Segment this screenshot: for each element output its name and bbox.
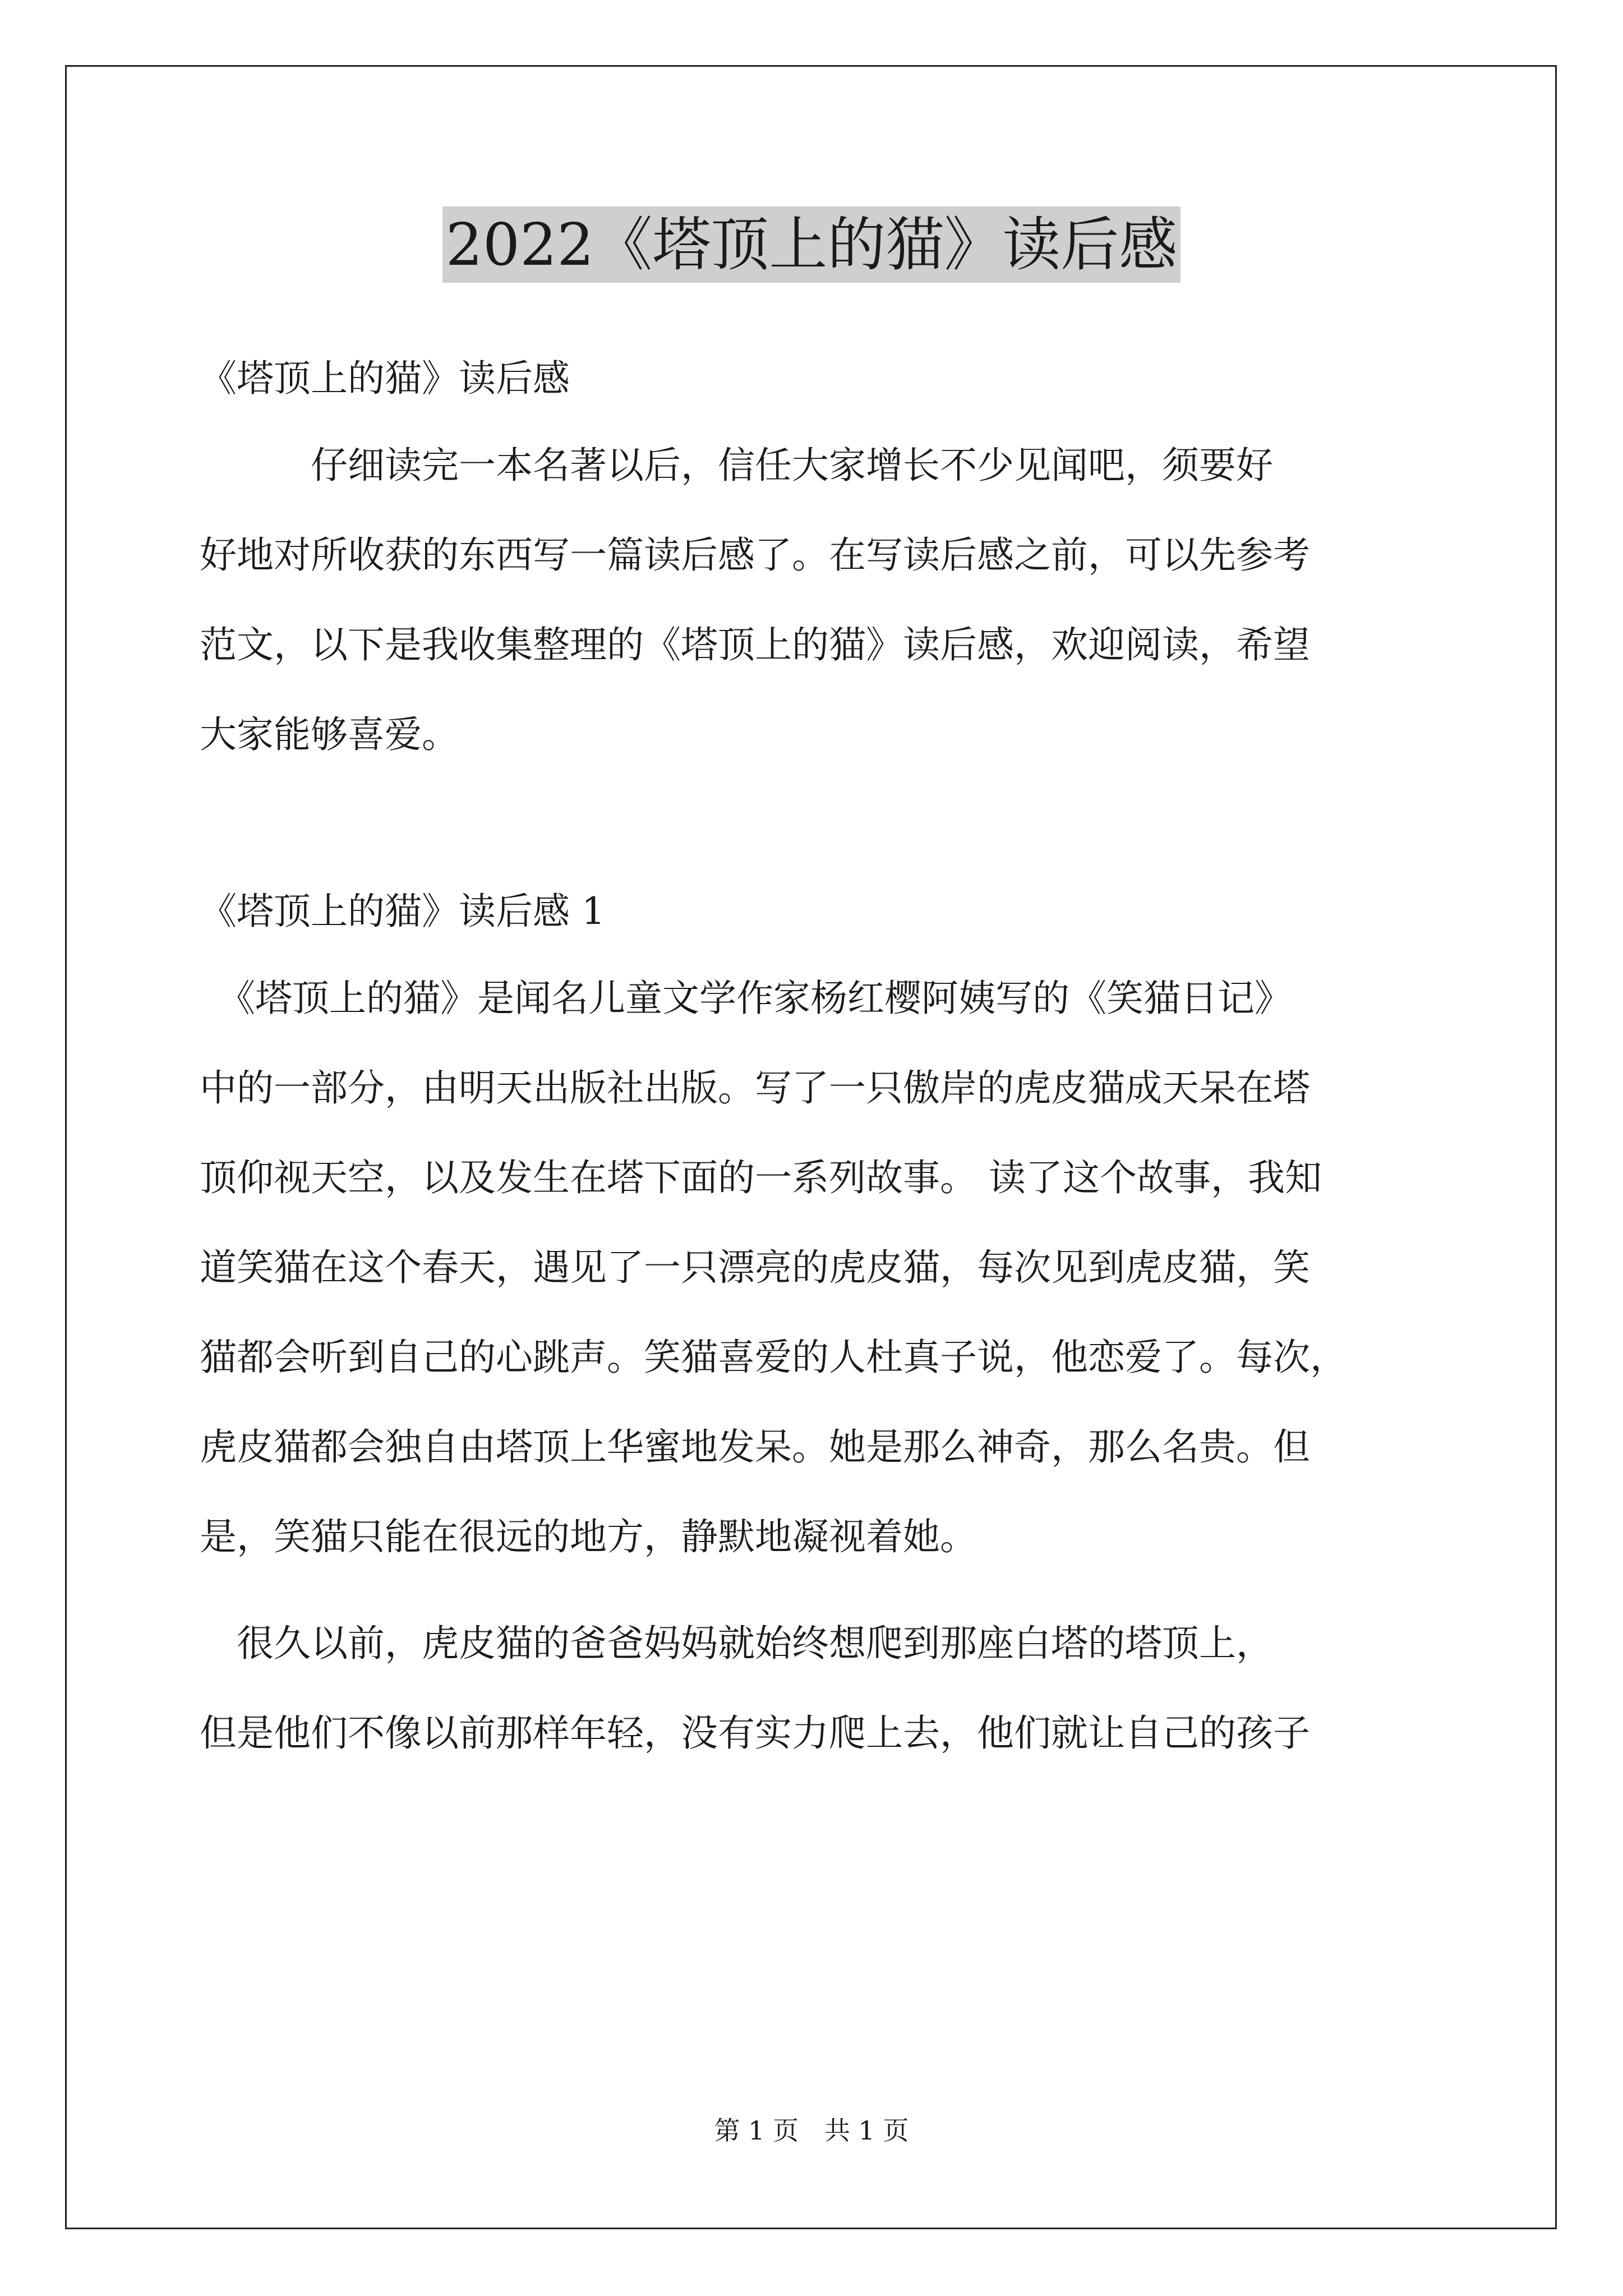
paragraph-gap [200, 1582, 1433, 1599]
paragraph-line: 很久以前，虎皮猫的爸爸妈妈就始终想爬到那座白塔的塔顶上， [200, 1622, 1273, 1665]
intro-line: 好地对所收获的东西写一篇读后感了。在写读后感之前，可以先参考 [200, 533, 1310, 577]
section-heading: 《塔顶上的猫》读后感 1 [200, 890, 605, 933]
intro-paragraph [200, 421, 1433, 780]
intro-line: 仔细读完一本名著以后，信任大家增长不少见闻吧，须要好 [200, 444, 1273, 487]
section-gap [200, 780, 1433, 869]
paragraph-line: 是，笑猫只能在很远的地方，静默地凝视着她。 [200, 1515, 977, 1558]
page-footer: 第 1 页 共 1 页 [714, 2115, 909, 2146]
subheading: 《塔顶上的猫》读后感 [200, 357, 570, 400]
paragraph-line: 顶仰视天空，以及发生在塔下面的一系列故事。 读了这个故事，我知 [200, 1156, 1322, 1199]
paragraph-line: 猫都会听到自己的心跳声。笑猫喜爱的人杜真子说，他恋爱了。每次， [200, 1336, 1347, 1379]
document-title: 2022《塔顶上的猫》读后感 [442, 206, 1181, 283]
paragraph-2 [200, 1599, 1433, 1778]
paragraph-line: 道笑猫在这个春天，遇见了一只漂亮的虎皮猫，每次见到虎皮猫，笑 [200, 1246, 1310, 1289]
intro-line: 大家能够喜爱。 [200, 713, 459, 756]
title-container [0, 206, 1623, 283]
paragraph-line: 《塔顶上的猫》是闻名儿童文学作家杨红樱阿姨写的《笑猫日记》 [200, 977, 1292, 1020]
paragraph-1 [200, 954, 1433, 1582]
intro-line: 范文，以下是我收集整理的《塔顶上的猫》读后感，欢迎阅读，希望 [200, 623, 1310, 666]
paragraph-line: 但是他们不像以前那样年轻，没有实力爬上去，他们就让自己的孩子 [200, 1711, 1310, 1755]
paragraph-line: 中的一部分，由明天出版社出版。写了一只傲岸的虎皮猫成天呆在塔 [200, 1066, 1310, 1110]
paragraph-line: 虎皮猫都会独自由塔顶上华蜜地发呆。她是那么神奇，那么名贵。但 [200, 1425, 1310, 1469]
document-body [200, 337, 1433, 1778]
